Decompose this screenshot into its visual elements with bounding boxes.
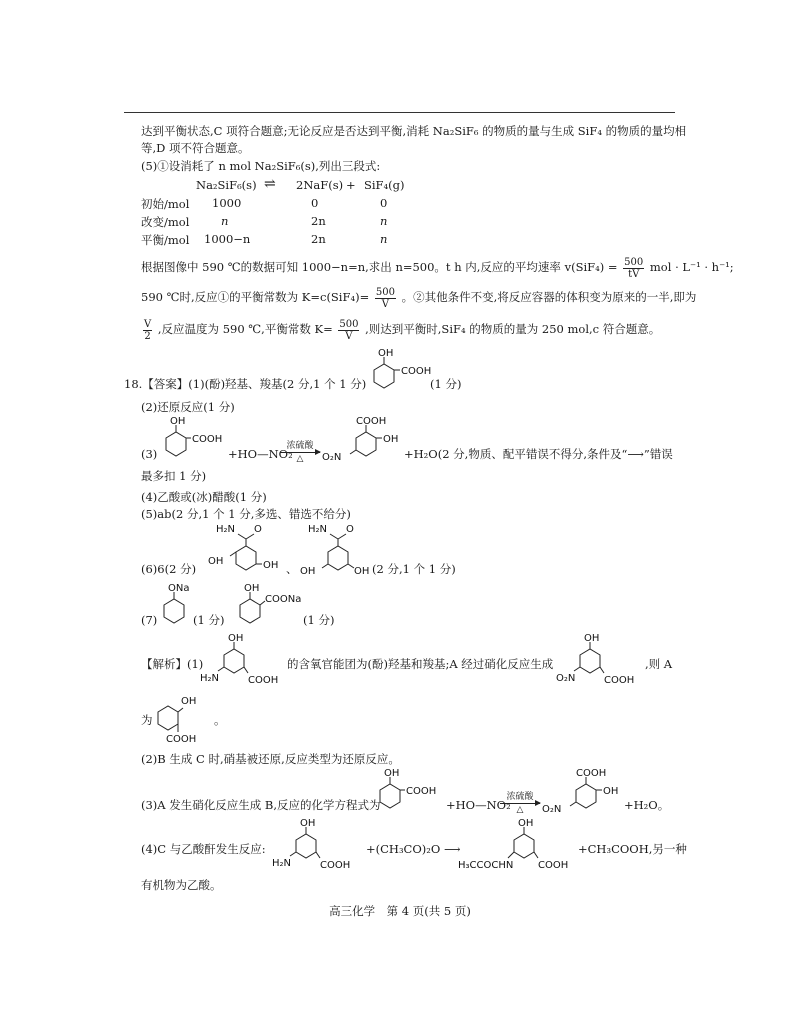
- text-segment: 根据图像中 590 ℃的数据可知 1000−n=n,求出 n=500。t h 内,反应的平均速率 v(SiF₄) =: [141, 260, 618, 274]
- bond: [322, 564, 328, 568]
- cooh-label: COOH: [538, 860, 569, 871]
- page-footer: 高三化学 第 4 页(共 5 页): [329, 904, 471, 918]
- row-value: 2n: [311, 214, 326, 228]
- bond: [330, 534, 338, 539]
- analysis-text: +CH₃COOH,另一种: [578, 842, 687, 856]
- benzene-ring: [158, 706, 178, 730]
- condition-top: 浓硫酸: [286, 441, 314, 451]
- row-value: 1000−n: [204, 232, 251, 246]
- no2-label: O₂N: [542, 804, 562, 815]
- bond: [246, 534, 254, 539]
- top-rule: [124, 112, 675, 113]
- answer-line: 18.【答案】(1)(酚)羟基、羧基(2 分,1 个 1 分): [124, 377, 367, 391]
- oh-label: OH: [354, 566, 370, 577]
- row-label: 改变/mol: [141, 215, 190, 229]
- fraction-denominator: V: [381, 298, 390, 310]
- arrow-line: [280, 452, 320, 453]
- bond: [570, 802, 576, 806]
- text-line: [141, 317, 660, 342]
- oh-label: OH: [170, 416, 186, 427]
- benzene-ring: [580, 649, 600, 673]
- o-label: O: [254, 524, 262, 535]
- benzene-ring: [166, 432, 186, 456]
- bond: [338, 534, 346, 539]
- answer-line: (4)乙酸或(冰)醋酸(1 分): [141, 490, 267, 504]
- oh-label: OH: [384, 768, 400, 779]
- o-label: O: [346, 524, 354, 535]
- fraction-denominator: 2: [144, 330, 151, 342]
- bond: [238, 534, 246, 539]
- answer-label: (7): [141, 613, 158, 627]
- amide-label: H₂N: [216, 524, 236, 535]
- benzene-ring: [328, 546, 348, 570]
- row-value: n: [380, 214, 388, 228]
- bond: [244, 667, 248, 673]
- bond: [600, 667, 604, 673]
- benzene-ring: [236, 546, 256, 570]
- cooh-label: COOH: [604, 675, 635, 686]
- text-line: [141, 285, 696, 310]
- fraction-numerator: 500: [375, 286, 395, 298]
- oh-label: OH: [300, 566, 316, 577]
- oh-label: OH: [378, 348, 394, 359]
- row-value: 0: [380, 196, 388, 210]
- benzene-ring: [576, 784, 596, 808]
- equation-reactant: Na₂SiF₆(s): [196, 178, 257, 192]
- answer-score: (2 分,1 个 1 分): [372, 562, 456, 576]
- analysis-text: (4)C 与乙酸酐发生反应:: [141, 842, 266, 856]
- amide-label: H₂N: [308, 524, 328, 535]
- fraction: [623, 257, 644, 280]
- h2n-label: H₂N: [200, 673, 220, 684]
- cooh-label: COOH: [248, 675, 279, 686]
- answer-line: (5)ab(2 分,1 个 1 分,多选、错选不给分): [141, 507, 351, 521]
- text-line: 等,D 项不符合题意。: [141, 141, 250, 155]
- row-label: 平衡/mol: [141, 233, 190, 247]
- benzene-ring: [296, 834, 316, 858]
- oh-label: OH: [208, 556, 224, 567]
- benzene-ring: [374, 364, 394, 388]
- row-value: 2n: [311, 232, 326, 246]
- nitro-salicylic-acid-structure: [556, 633, 646, 688]
- nitro-salicylic-acid-structure: [542, 768, 627, 820]
- reagent: +HO—NO₂: [228, 447, 293, 461]
- bond: [534, 852, 538, 858]
- sodium-salicylate-structure: [234, 583, 314, 633]
- bond: [316, 852, 320, 858]
- benzene-ring: [356, 432, 376, 456]
- fraction-denominator: tV: [628, 268, 640, 280]
- analysis-text: ,则 A: [645, 657, 673, 671]
- benzene-ring: [164, 599, 184, 623]
- answer-score: (1 分): [193, 613, 225, 627]
- analysis-text: (2)B 生成 C 时,硝基被还原,反应类型为还原反应。: [141, 752, 400, 766]
- text-line: 达到平衡状态,C 项符合题意;无论反应是否达到平衡,消耗 Na₂SiF₆ 的物质的量与生成 SiF₄ 的物质的量均相: [141, 124, 687, 138]
- bond: [350, 450, 356, 454]
- text-line: [141, 255, 734, 280]
- fraction: [338, 319, 359, 342]
- equation-plus: +: [346, 178, 356, 192]
- equilibrium-arrow-icon: ⇌: [264, 176, 276, 192]
- cooh-label: COOH: [406, 786, 437, 797]
- oh-label: OH: [263, 560, 279, 571]
- reaction-arrow-icon: [500, 789, 540, 815]
- salicylic-acid-structure: [160, 416, 226, 466]
- text-line: (5)①设消耗了 n mol Na₂SiF₆(s),列出三段式:: [141, 159, 381, 173]
- analysis-text: 有机物为乙酸。: [141, 878, 222, 892]
- benzene-ring: [240, 599, 260, 623]
- benzene-ring: [224, 649, 244, 673]
- nitro-salicylic-acid-structure: [322, 416, 407, 468]
- bond: [178, 708, 183, 712]
- reaction-arrow-icon: [280, 438, 320, 464]
- row-value: n: [221, 214, 229, 228]
- cooh-label: COOH: [320, 860, 351, 871]
- oh-label: OH: [244, 583, 260, 594]
- condition-bottom: △: [516, 805, 524, 815]
- answer-text: +H₂O(2 分,物质、配平错误不得分,条件及“⟶”错误: [404, 447, 673, 461]
- aminosalicylic-acid-structure: [272, 818, 362, 874]
- oh-label: OH: [181, 696, 197, 707]
- text-segment: ,反应温度为 590 ℃,平衡常数 K=: [157, 322, 333, 336]
- text-segment: 590 ℃时,反应①的平衡常数为 K=c(SiF₄)=: [141, 290, 370, 304]
- oh-label: OH: [603, 786, 619, 797]
- h2n-label: H₂N: [272, 858, 292, 869]
- analysis-text: 为: [141, 713, 153, 727]
- benzene-ring: [380, 784, 400, 808]
- salicylic-acid-structure: [374, 768, 444, 818]
- acetamido-label: H₃CCOCHN: [458, 860, 514, 871]
- cooh-label: COOH: [356, 416, 387, 427]
- arrow-line: [500, 803, 540, 804]
- oh-label: OH: [518, 818, 534, 829]
- separator: 、: [286, 562, 298, 576]
- cooh-label: COOH: [166, 734, 197, 745]
- oh-label: OH: [584, 633, 600, 644]
- row-value: 0: [311, 196, 319, 210]
- reagent: +HO—NO₂: [446, 798, 511, 812]
- bond: [574, 667, 580, 671]
- answer-label: (3): [141, 447, 158, 461]
- text-segment: 。②其他条件不变,将反应容器的体积变为原来的一半,即为: [401, 290, 697, 304]
- bond: [218, 667, 224, 671]
- fraction-numerator: 500: [624, 256, 644, 268]
- bond: [290, 852, 296, 856]
- equation-product-2: SiF₄(g): [364, 178, 405, 192]
- row-value: n: [380, 232, 388, 246]
- equation-product-1: 2NaF(s): [296, 178, 344, 192]
- fraction-denominator: V: [345, 330, 353, 342]
- cooh-label: COOH: [576, 768, 607, 779]
- text-segment: ,则达到平衡时,SiF₄ 的物质的量为 250 mol,c 符合题意。: [365, 322, 661, 336]
- condition-top: 浓硫酸: [506, 792, 534, 802]
- oh-label: OH: [300, 818, 316, 829]
- row-label: 初始/mol: [141, 197, 190, 211]
- cooh-label: COOH: [192, 434, 223, 445]
- analysis-label: 【解析】(1): [141, 657, 204, 671]
- answer-line: (2)还原反应(1 分): [141, 400, 235, 414]
- answer-text: 最多扣 1 分): [141, 469, 207, 483]
- cooh-label: COOH: [401, 366, 432, 377]
- no2-label: O₂N: [322, 452, 342, 463]
- reagent: +(CH₃CO)₂O ⟶: [366, 842, 461, 856]
- benzene-ring: [514, 834, 534, 858]
- row-value: 1000: [212, 196, 242, 210]
- bond: [508, 852, 514, 858]
- isomer-structure-1: [204, 522, 294, 582]
- salicylic-acid-structure: [152, 690, 222, 748]
- condition-bottom: △: [296, 454, 304, 464]
- oh-label: OH: [228, 633, 244, 644]
- analysis-text: (3)A 发生硝化反应生成 B,反应的化学方程式为: [141, 798, 381, 812]
- oh-label: OH: [383, 434, 399, 445]
- acetamido-salicylic-acid-structure: [458, 818, 578, 874]
- analysis-text: +H₂O。: [624, 798, 670, 812]
- answer-score: (1 分): [430, 377, 462, 391]
- fraction: [143, 319, 152, 342]
- bond: [230, 552, 236, 556]
- fraction: [375, 287, 396, 310]
- no2-label: O₂N: [556, 673, 576, 684]
- fraction-numerator: 500: [339, 318, 359, 330]
- coona-label: COONa: [265, 594, 302, 605]
- answer-label: (6)6(2 分): [141, 562, 197, 576]
- text-segment: mol · L⁻¹ · h⁻¹;: [649, 260, 734, 274]
- analysis-text: 。: [214, 713, 226, 727]
- answer-score: (1 分): [303, 613, 335, 627]
- analysis-text: 的含氧官能团为(酚)羟基和羧基;A 经过硝化反应生成: [287, 657, 554, 671]
- aminosalicylic-acid-structure: [200, 633, 290, 688]
- fraction-numerator: V: [144, 318, 152, 330]
- ona-label: ONa: [168, 583, 190, 594]
